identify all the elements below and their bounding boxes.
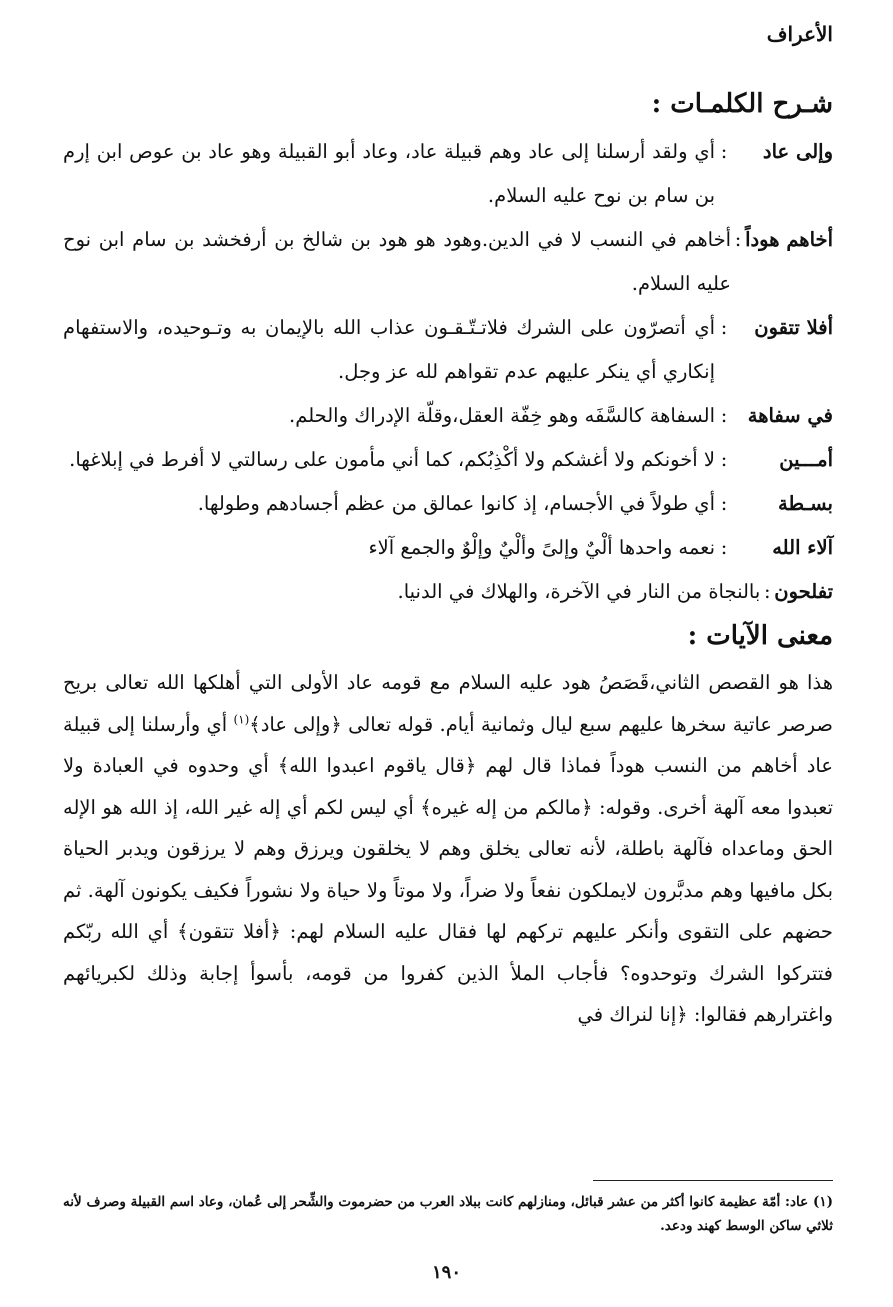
glossary-definition: أي أتصرّون على الشرك فلاتـتّـقـون عذاب الله بالإيمان به وتـوحيده، والاستفهام إنكاري أي ينكر عليهم عدم تقواهم لله عز وجل. bbox=[63, 316, 715, 383]
glossary-definition: نعمه واحدها ألْيٌ وإلىً وألْيٌ وإلْوٌ والجمع آلاء bbox=[368, 536, 715, 559]
glossary-separator: : bbox=[720, 448, 728, 471]
glossary-definition: أي طولاً في الأجسام، إذ كانوا عمالق من عظم أجسادهم وطولها. bbox=[197, 492, 715, 515]
glossary-separator: : bbox=[720, 316, 728, 339]
glossary-term: أمـــين bbox=[779, 448, 833, 471]
glossary-entry bbox=[63, 218, 833, 306]
meaning-text-part-1: هذا هو القصص الثاني،قَصَصُ هود عليه السلام مع قومه عاد الأولى التي أهلكها الله تعالى بريح صرصر عاتية سخرها عليهم سبع ليال وثمانية أيام. قوله تعالى ﴿وإلى عاد﴾ bbox=[63, 671, 833, 736]
glossary-separator: : bbox=[763, 580, 771, 603]
glossary-title: شـرح الكلمـات : bbox=[651, 89, 833, 119]
glossary-entry bbox=[63, 570, 833, 614]
glossary-definition: أي ولقد أرسلنا إلى عاد وهم قبيلة عاد، وعاد أبو القبيلة وهو عاد بن عوص ابن إرم بن سام بن نوح عليه السلام. bbox=[63, 140, 715, 207]
glossary-definition: لا أخونكم ولا أغشكم ولا أكْذِبُكم، كما أني مأمون على رسالتي لا أفرط في إبلاغها. bbox=[69, 448, 715, 471]
glossary-separator: : bbox=[720, 536, 728, 559]
glossary-term: تفلحون bbox=[774, 580, 833, 603]
running-head: الأعراف bbox=[766, 22, 833, 46]
meaning-paragraph bbox=[63, 662, 833, 1036]
glossary-term: وإلى عاد bbox=[762, 140, 833, 163]
glossary-term: بسـطة bbox=[778, 492, 833, 515]
glossary-entry bbox=[63, 526, 833, 570]
glossary-term: في سفاهة bbox=[747, 404, 833, 427]
body-block bbox=[63, 84, 833, 1036]
glossary-separator: : bbox=[720, 492, 728, 515]
glossary-definition: أخاهم في النسب لا في الدين.وهود هو هود بن شالخ بن أرفخشد بن سام ابن نوح عليه السلام. bbox=[63, 228, 732, 295]
glossary-definition: بالنجاة من النار في الآخرة، والهلاك في الدنيا. bbox=[397, 580, 761, 603]
glossary-separator: : bbox=[720, 404, 728, 427]
glossary-entry bbox=[63, 394, 833, 438]
glossary-entry bbox=[63, 130, 833, 218]
footnote: (١) عاد: أمّة عظيمة كانوا أكثر من عشر قبائل، ومنازلهم كانت ببلاد العرب من حضرموت والشِّحر إلى عُمان، وعاد اسم القبيلة وصرف لأنه ثلاثي ساكن الوسط كهند ودعد. bbox=[63, 1194, 833, 1234]
glossary-term: أفلا تتقون bbox=[754, 316, 833, 339]
glossary-separator: : bbox=[720, 140, 728, 163]
glossary-separator: : bbox=[734, 228, 742, 251]
glossary-entry bbox=[63, 482, 833, 526]
glossary-definition: السفاهة كالسَّفَه وهو خِفّة العقل،وقلّة الإدراك والحلم. bbox=[289, 404, 715, 427]
glossary-list bbox=[63, 130, 833, 614]
page-number: ١٩٠ bbox=[431, 1262, 461, 1283]
glossary-entry bbox=[63, 438, 833, 482]
footnote-reference: (١) bbox=[233, 712, 250, 726]
meaning-text-part-2: أي وأرسلنا إلى قبيلة عاد أخاهم من النسب هوداً فماذا قال لهم ﴿قال ياقوم اعبدوا الله﴾ أي وحدوه في العبادة ولا تعبدوا معه آلهة أخرى. وقوله: ﴿مالكم من إله غيره﴾ أي ليس لكم أي إله غير الله، إذ الله هو الإله الحق وماعداه فآلهة باطلة، لأنه تعالى يخلق وهم لا يخلقون ويرزق وهم لا يرزقون ويدبر الحياة بكل مافيها وهم مدبَّرون لايملكون نفعاً ولا ضراً، ولا موتاً ولا حياة ولا نشوراً فكيف يكونون آلهة. ثم حضهم على التقوى وأنكر عليهم تركهم لها فقال عليه السلام لهم: ﴿أفلا تتقون﴾ أي الله ربّكم فتتركوا الشرك وتوحدوه؟ فأجاب الملأ الذين كفروا من قومه، بأسوأ إجابة وذلك لكبريائهم واغترارهم فقالوا: ﴿إنا لنراك في bbox=[63, 712, 833, 1026]
glossary-term: آلاء الله bbox=[772, 536, 833, 559]
glossary-term: أخاهم هوداً bbox=[745, 228, 833, 251]
meaning-title: معنى الآيات : bbox=[687, 621, 833, 651]
footnote-divider bbox=[593, 1180, 833, 1181]
glossary-entry bbox=[63, 306, 833, 394]
